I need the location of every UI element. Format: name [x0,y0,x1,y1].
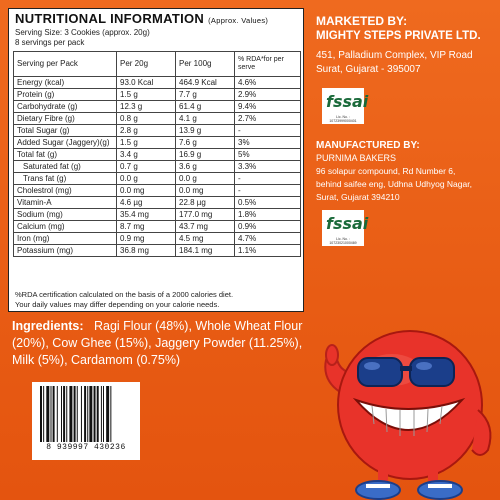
nutrition-table-header [14,52,301,77]
value-rda: 5% [235,149,301,161]
value-rda: 4.7% [235,233,301,245]
nutrient-name: Added Sugar (Jaggery)(g) [14,137,117,149]
value-per-20g: 2.8 g [117,125,176,137]
value-per-20g: 3.4 g [117,149,176,161]
barcode-bar [46,386,49,442]
value-rda: 3% [235,137,301,149]
value-rda: - [235,173,301,185]
manufactured-by-heading: MANUFACTURED BY: [316,140,420,151]
barcode-bar [89,386,92,442]
nutrition-title [15,11,268,26]
nutrient-name: Vitamin-A [14,197,117,209]
nutrition-row [14,209,301,221]
servings-per-pack: 8 servings per pack [15,38,85,47]
barcode-bar [103,386,104,442]
value-per-20g: 4.6 µg [117,197,176,209]
value-per-100g: 43.7 mg [176,221,235,233]
nutrition-row [14,173,301,185]
barcode-bar [110,386,111,442]
value-rda: 1.1% [235,245,301,257]
value-rda: - [235,125,301,137]
value-per-100g: 61.4 g [176,101,235,113]
nutrition-table-body [14,77,301,257]
nutrient-name: Total Sugar (g) [14,125,117,137]
header-rda: % RDA*for per serve [235,52,301,77]
marketer-name: MIGHTY STEPS PRIVATE LTD. [316,30,481,42]
barcode-bar [51,386,52,442]
header-per-100g: Per 100g [176,52,235,77]
nutrition-row [14,161,301,173]
value-per-100g: 22.8 µg [176,197,235,209]
value-rda: - [235,185,301,197]
manufacturer-address-2: behind saifee eng, Udhna Udhyog Nagar, [316,179,472,189]
value-per-100g: 177.0 mg [176,209,235,221]
nutrition-row [14,149,301,161]
ingredients-text: Ragi Flour (48%), Whole Wheat Flour (20%), Cow Ghee (15%), Jaggery Powder (11.25%), Milk (5%), Cardamom (0.75%) [12,319,303,367]
ingredients-label: Ingredients: [12,319,84,333]
barcode-bar [69,386,72,442]
barcode-bar [77,386,78,442]
fssai-logo-text: fssai [326,214,369,233]
fssai-logo-marketer [322,88,369,124]
barcode-bar [66,386,67,442]
value-per-20g: 0.0 g [117,173,176,185]
nutrition-row [14,101,301,113]
nutrition-title-note: (Approx. Values) [208,16,269,25]
smiling-ball-mascot-icon [300,300,500,500]
nutrition-row [14,221,301,233]
value-per-100g: 7.6 g [176,137,235,149]
value-rda: 0.9% [235,221,301,233]
barcode-bar [87,386,88,442]
nutrition-row [14,77,301,89]
fssai-logo-text: fssai [326,92,369,111]
fssai-logo-manufacturer [322,210,369,246]
value-rda: 3.3% [235,161,301,173]
barcode-bars-icon [40,386,132,442]
nutrient-name: Saturated fat (g) [14,161,117,173]
value-per-20g: 36.8 mg [117,245,176,257]
value-per-20g: 8.7 mg [117,221,176,233]
barcode-bar [53,386,55,442]
fssai-license-manufacturer: Lic. No. : 10723021000469 [329,237,357,245]
value-per-20g: 12.3 g [117,101,176,113]
nutrition-row [14,245,301,257]
value-rda: 2.7% [235,113,301,125]
value-per-100g: 184.1 mg [176,245,235,257]
serving-size: Serving Size: 3 Cookies (approx. 20g) [15,28,150,37]
nutrition-row [14,137,301,149]
fssai-license-marketer: Lic. No. : 10723999000401 [329,115,357,123]
value-rda: 2.9% [235,89,301,101]
value-per-20g: 0.0 mg [117,185,176,197]
barcode-bar [57,386,58,442]
nutrient-name: Sodium (mg) [14,209,117,221]
nutrition-title-text: NUTRITIONAL INFORMATION [15,11,205,26]
barcode-bar [94,386,96,442]
barcode-bar [101,386,102,442]
nutrient-name: Energy (kcal) [14,77,117,89]
nutrient-name: Dietary Fibre (g) [14,113,117,125]
value-per-100g: 16.9 g [176,149,235,161]
value-per-100g: 4.1 g [176,113,235,125]
nutrient-name: Calcium (mg) [14,221,117,233]
header-per-20g: Per 20g [117,52,176,77]
value-per-20g: 93.0 Kcal [117,77,176,89]
nutrient-name: Protein (g) [14,89,117,101]
barcode-bar [106,386,109,442]
value-rda: 9.4% [235,101,301,113]
barcode-bar [40,386,42,442]
marketer-address-2: Surat, Gujarat - 395007 [316,64,421,75]
value-per-100g: 4.5 mg [176,233,235,245]
manufacturer-address-1: 96 solapur compound, Rd Number 6, [316,166,456,176]
nutrition-row [14,89,301,101]
nutrient-name: Trans fat (g) [14,173,117,185]
value-per-100g: 0.0 mg [176,185,235,197]
barcode-bar [63,386,65,442]
ingredients [12,318,312,369]
header-nutrient: Serving per Pack [14,52,117,77]
nutrition-row [14,197,301,209]
value-per-20g: 0.7 g [117,161,176,173]
nutrition-row [14,233,301,245]
barcode-bar [74,386,76,442]
nutrition-table [13,51,301,257]
manufacturer-address-3: Surat, Gujarat 394210 [316,192,400,202]
nutrition-row [14,125,301,137]
marketer-address-1: 451, Palladium Complex, VIP Road [316,50,473,61]
value-per-20g: 0.9 mg [117,233,176,245]
nutrient-name: Cholestrol (mg) [14,185,117,197]
value-rda: 1.8% [235,209,301,221]
nutrition-row [14,185,301,197]
value-per-100g: 13.9 g [176,125,235,137]
nutrition-panel [8,8,304,312]
barcode-bar [84,386,86,442]
value-rda: 0.5% [235,197,301,209]
nutrient-name: Potassium (mg) [14,245,117,257]
barcode-bar [43,386,44,442]
nutrient-name: Iron (mg) [14,233,117,245]
marketed-by-heading: MARKETED BY: [316,14,408,28]
footnote-line-2: Your daily values may differ depending on your calorie needs. [15,299,220,309]
value-per-20g: 35.4 mg [117,209,176,221]
barcode-bar [97,386,99,442]
nutrient-name: Total fat (g) [14,149,117,161]
nutrition-row [14,113,301,125]
value-per-100g: 0.0 g [176,173,235,185]
value-per-20g: 1.5 g [117,89,176,101]
barcode [32,382,140,460]
footnote-line-1: %RDA certification calculated on the basis of a 2000 calories diet. [15,290,234,299]
value-per-100g: 3.6 g [176,161,235,173]
value-per-100g: 464.9 Kcal [176,77,235,89]
barcode-bar [61,386,62,442]
value-per-100g: 7.7 g [176,89,235,101]
nutrient-name: Carbohydrate (g) [14,101,117,113]
barcode-bar [81,386,82,442]
manufacturer-name: PURNIMA BAKERS [316,153,397,163]
rda-footnote [15,290,233,309]
serving-info [15,28,150,48]
value-per-20g: 1.5 g [117,137,176,149]
barcode-digits: 8 939997 430236 [46,443,126,452]
value-rda: 4.6% [235,77,301,89]
value-per-20g: 0.8 g [117,113,176,125]
